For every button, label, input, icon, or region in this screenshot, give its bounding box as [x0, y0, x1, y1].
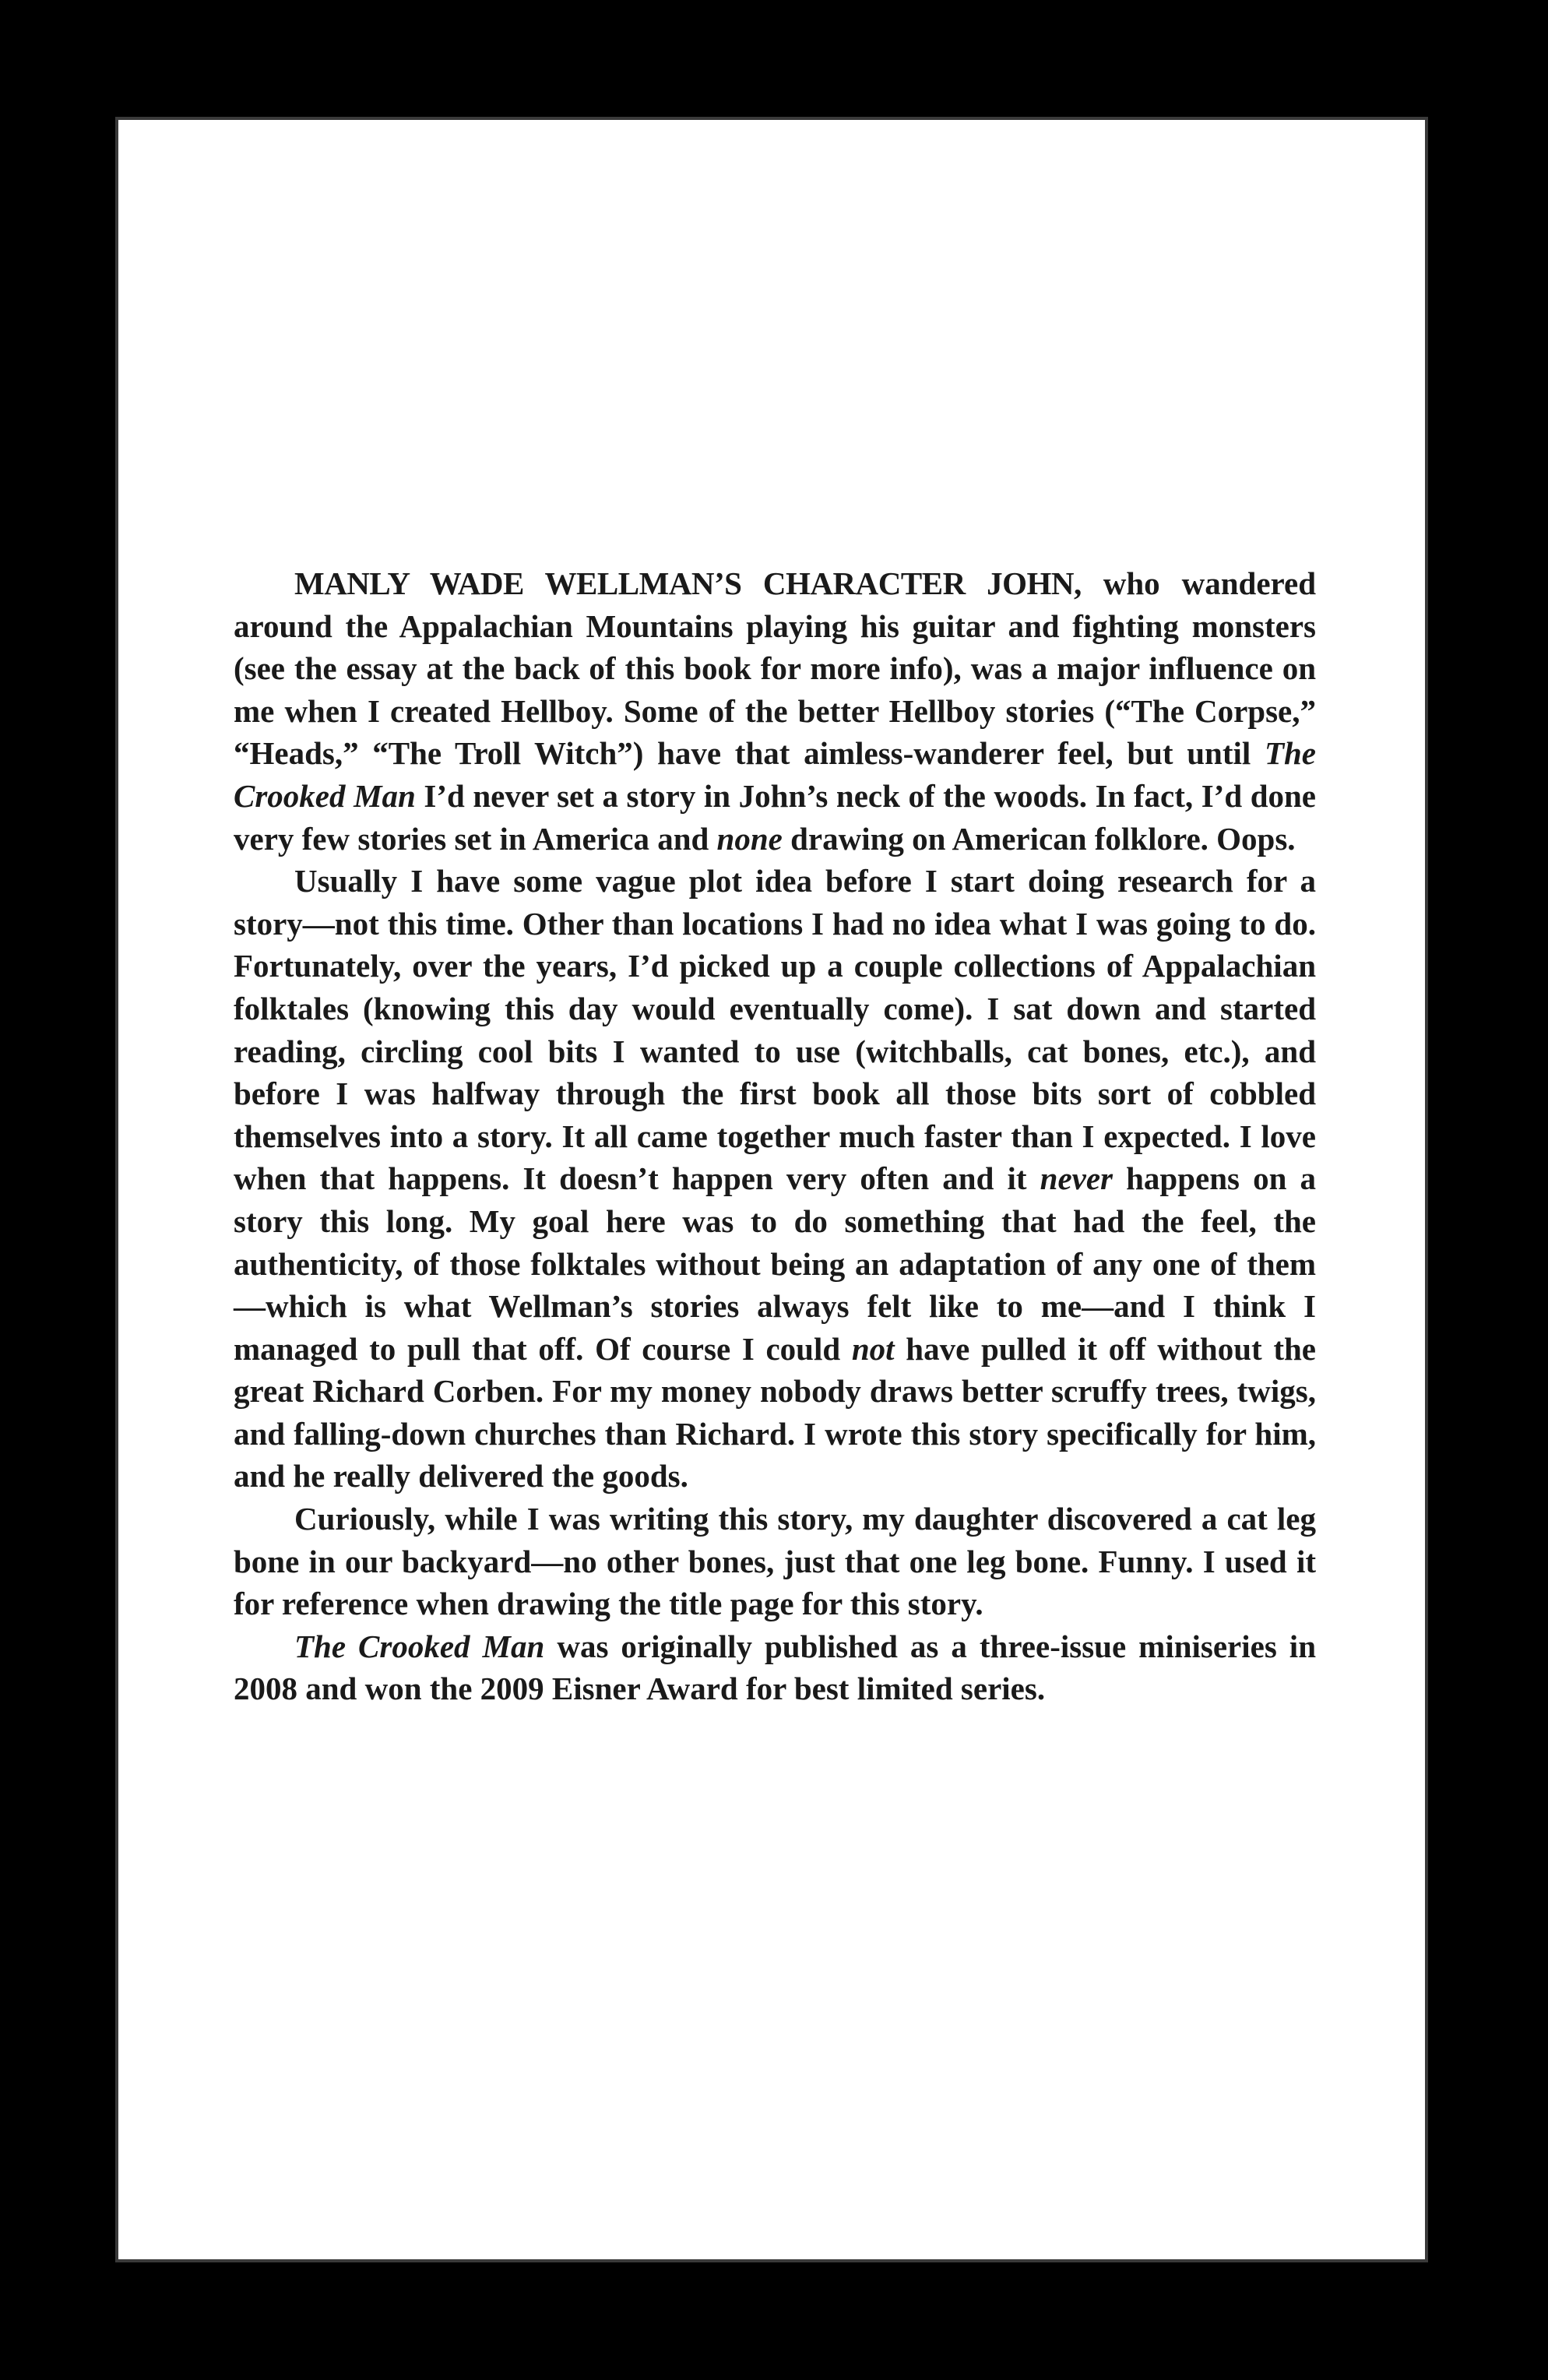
book-title-italic: The Crooked Man [294, 1628, 545, 1664]
book-title-italic: The Crooked Man [234, 735, 1316, 814]
emphasis-italic: none [716, 820, 783, 857]
essay-paragraph-3 [234, 1498, 1316, 1625]
opening-caps-phrase: MANLY WADE WELLMAN’S CHARACTER JOHN, [294, 565, 1082, 601]
text-run: Curiously, while I was writing this story, my daughter discovered a cat leg bone in our backyard—no other bones, just that one leg bone. Funny. I used it for reference when drawing the title page for this story. [234, 1501, 1316, 1622]
text-run: was originally published as a three-issue miniseries in 2008 and won the 2009 Eisner Award for best limited series. [234, 1628, 1316, 1707]
essay-paragraph-2 [234, 860, 1316, 1498]
text-run: drawing on American folklore. Oops. [782, 820, 1296, 857]
text-run: I’d never set a story in John’s neck of the woods. In fact, I’d done very few stories set in America and [234, 777, 1316, 857]
text-run: Usually I have some vague plot idea before I start doing research for a story—not this time. Other than locations I had no idea what I was going to do. Fortunately, over the years, I’d picked up a couple collections of Appalachian folktales (knowing this day would eventually come). I sat down and started reading, circling cool bits I wanted to use (witchballs, cat bones, etc.), and before I was halfway through the first book all those bits sort of cobbled themselves into a story. It all came together much faster than I expected. I love when that happens. It doesn’t happen very often and it [234, 863, 1316, 1197]
essay-paragraph-4 [234, 1625, 1316, 1710]
emphasis-italic: never [1040, 1160, 1113, 1197]
essay-paragraph-1 [234, 562, 1316, 860]
essay-text-body [234, 562, 1316, 1710]
text-run: happens on a story this long. My goal here was to do something that had the feel, the authenticity, of those folktales without being an adaptation of any one of them—which is what Wellman’s stories always felt like to me—and I think I managed to pull that off. Of course I could [234, 1160, 1316, 1367]
emphasis-italic: not [851, 1330, 895, 1367]
text-run: who wandered around the Appalachian Mountains playing his guitar and fighting monsters (see the essay at the back of this book for more info), was a major influence on me when I created Hellboy. Some of the better Hellboy stories (“The Corpse,” “Heads,” “The Troll Witch”) have that aimless-wanderer feel, but until [234, 565, 1316, 772]
text-run: have pulled it off without the great Richard Corben. For my money nobody draws better scruffy trees, twigs, and falling-down churches than Richard. I wrote this story specifically for him, and he really delivered the goods. [234, 1330, 1316, 1495]
